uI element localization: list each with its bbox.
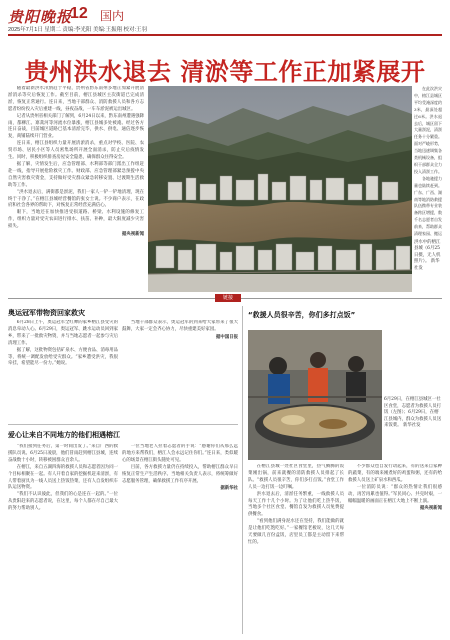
paragraph: 6月28日上午，奥运冠军全红婵的家乡榕江县受灾的消息牵动人心。6月29日，奥运冠军、跳水运动员回到家乡，带来了一批救灾物资，并与当地志愿者一起参与灾后清理工作。 (8, 320, 118, 346)
paragraph: 洪水退去后，清淤任务繁重，一线救援人员每天工作十几个小时。为了让他们吃上热乎饭，当地多个社区食堂、餐馆自发为救援人员免费提供餐食。 (248, 491, 344, 518)
masthead (8, 6, 442, 32)
byline: 据央视新闻 (420, 505, 442, 511)
article-olympic-col1 (8, 320, 118, 420)
paragraph: “看到他们满身泥水还在坚持，我们能做的就是让他们吃饱吃好。”一家餐馆老板说，这几天每天要做几百份盒饭，店里员工都是主动留下来帮忙的。 (248, 519, 344, 545)
lead-article-col1 (8, 86, 144, 292)
article-olympic-col2 (122, 320, 238, 420)
section-divider (8, 294, 442, 302)
canteen-photo (248, 330, 382, 460)
article-separator (8, 424, 238, 425)
page-headline: 贵州洪水退去 清淤等工作正加紧展开 (24, 58, 426, 86)
paragraph: 据了解，灾情发生后，应急管理部、水利部等部门派出工作组赶赴一线，指导开展抢险救灾工作。财政部、应急管理部紧急预拨中央自然灾害救灾资金，支持做好受灾群众紧急转移安置、过渡期生活救助等工作。 (8, 161, 144, 188)
article-title-volunteers: 爱心让来自不同地方的他们相遇榕江 (8, 431, 120, 439)
paragraph: 不少群众也自发行动起来，有的送来自家种的蔬菜，有的端来刚煮好的鸡蛋和粥，还有的给救援人员送上矿泉水和西瓜。 (348, 464, 442, 483)
paragraph: 据了解，这批物资包括矿泉水、方便食品、消毒用品等，将统一调配发放给受灾群众。“家乡遭受洪灾，我很牵挂，希望能尽一份力。”她说。 (8, 347, 118, 367)
article-rescuers-col1 (248, 464, 344, 634)
byline: 据央视新闻 (122, 231, 144, 237)
section-name: 国内 (100, 9, 125, 23)
paragraph: 眼下，当地还在加快推进受损道路、桥梁、水利设施的修复工作，组织力量对受灾农田进行排水、扶苗、补种，最大限度减少灾害损失。 (8, 210, 144, 230)
canteen-photo-caption: 6月29日，在榕江县城区一社区食堂，志愿者为救援人员打饭（左图）；6月29日，在榕江县城内，群众为救援人员送来饭菜。 新华社发 (384, 397, 442, 429)
column-divider (242, 306, 243, 634)
paragraph: 连日来，榕江县组织力量开展清淤消杀，重点对学校、医院、农贸市场、居民小区等人员密集场所开展全面消杀，防止灾后疫情发生。同时，积极组织排查房屋安全隐患，确保群众住得安全。 (8, 141, 144, 161)
edition-meta: 2025年7月1日 星期二 责编:李光阳 美编:王振翔 校对:王羽 (8, 27, 148, 33)
paragraph: 记者从贵州省相关部门了解到，6月24日以来，黔东南州遭遇强降雨，都柳江、寨蒿河等河流水位暴涨，榕江县城多处被淹。经过各方连日奋战，目前城区道路已基本清淤完毕，供水、供电、通信逐步恢复，商铺陆续开门营业。 (8, 113, 144, 140)
paragraph: 目前，各方救援力量仍在持续投入，帮助榕江群众早日恢复正常生产生活秩序。当地相关负责人表示，将统筹做好志愿服务管理，确保救援工作有序开展。 (122, 464, 238, 484)
newspaper-logo: 贵阳晚报 (8, 8, 73, 26)
lead-article-col2 (414, 86, 442, 236)
masthead-rule (8, 34, 442, 36)
paragraph: 当地干部群众表示，奥运冠军的到来给大家带来了很大鼓舞，大家一定会齐心协力，尽快重建美好家园。 (122, 320, 238, 332)
article-title-rescuers: “救援人员很辛苦，你们多打点饭” (248, 311, 356, 319)
flood-aerial-photo (148, 86, 412, 292)
paragraph: “洪水退去后，满街都是淤泥，我们一家人一铲一铲地清理，现在终于干净了。”在榕江县城经营餐馆的张女士说。不少商户表示，在政府和社会各界的帮助下，对恢复正常经营充满信心。 (8, 189, 144, 209)
paragraph: “我们接到任务后，第一时间出发了。”来自广西的救援队员说。6月25日凌晨，他们冒雨赶到榕江县城，连续奋战数十小时，转移被困群众百余人。 (8, 444, 118, 463)
divider-tag: 链接 (215, 294, 241, 302)
paragraph: 一位消防员说：“群众的热情让我们很感动，再苦再累也值得。”军民同心、共克时艰，一幅幅温暖的画面正在榕江大地上不断上演。 (348, 484, 442, 504)
article-volunteers-col2 (122, 444, 238, 634)
paragraph: 在榕江，来自五湖四海的救援人员和志愿者因为同一个目标相聚在一起。有人开着自家的挖掘机赶来清淤，有人带着厨具为一线人员送上热饭热菜，还有人自发组织车队运送物资。 (8, 464, 118, 491)
paragraph: 各地驰援力量也陆续赶到。广东、广西、湖南等地消防救援队伍携带专业装备跨区增援，数千名志愿者自发前来，帮助群众清理家园、搬运 (414, 175, 442, 236)
byline: 据新华社 (220, 485, 238, 491)
paragraph: 在此次洪灾中，榕江县城区平均受淹深度约3米，最深处超过6米。洪水退去后，城区留下大量淤泥，清淤任务十分繁重。面对严峻形势，当地迅速调集各类机械设备，组织干部群众全力投入清淤工作。 (414, 86, 442, 174)
paragraph: 在榕江县城一处社区食堂里，热气腾腾的饭菜刚出锅，前来就餐的消防救援人员排起了长队。“救援人员很辛苦，你们多打点饭。”食堂工作人员一边打饭一边叮嘱。 (248, 464, 344, 490)
paragraph: “我们不认识彼此，但我们的心是连在一起的。”一位从贵阳赶来的志愿者说，在这里，每个人都在尽自己最大的努力帮助别人。 (8, 492, 118, 512)
page-number: 12 (70, 5, 88, 22)
article-rescuers-col2 (348, 464, 442, 634)
article-volunteers-col1 (8, 444, 118, 634)
paragraph: 随着最新洪水汛情趋于平稳，贵州省黔东南州多地正加紧开展清淤消杀等灾后恢复工作。截至目前，榕江县城区主次街道已完成清淤，恢复正常通行。连日来，当地干部群众、消防救援人员和各方志愿者纷纷投入灾后重建一线，昼夜奋战，一车车淤泥被运出城区。 (8, 86, 144, 112)
article-title-olympic: 奥运冠军带物资回家救灾 (8, 309, 85, 317)
paragraph: 一位当地老人拉着志愿者的手说：“感谢你们从那么远的地方来帮我们，榕江人会永远记住你们。”连日来，类似暖心的场景在榕江街头随处可见。 (122, 444, 238, 463)
byline: 据中国日报 (216, 333, 238, 339)
lead-photo-caption: 洪水中的榕江县城（6月25日摄，无人机照片）。 新华社发 (414, 240, 441, 271)
